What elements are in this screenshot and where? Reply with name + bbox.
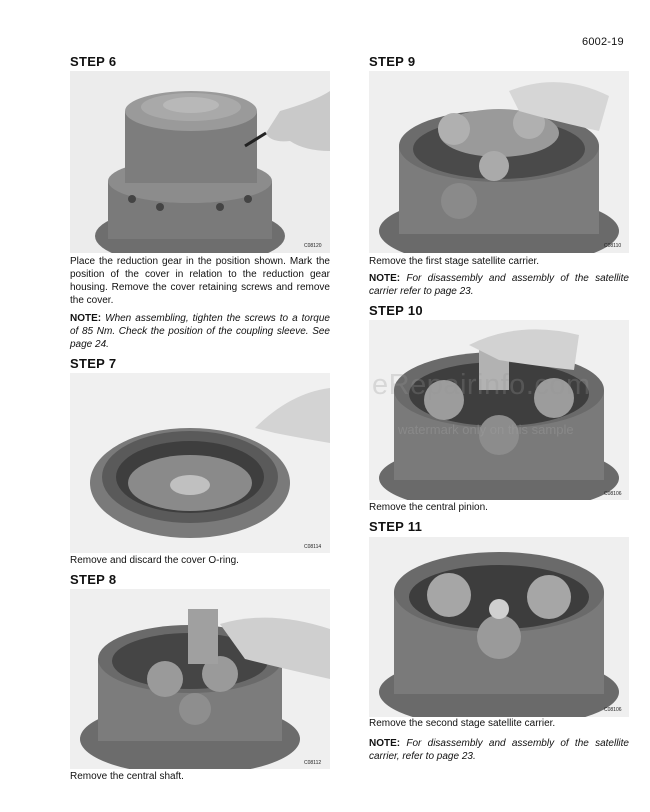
page-number: 6002-19 bbox=[582, 36, 624, 48]
step-9-photo-code: C08110 bbox=[604, 243, 622, 249]
step-6-photo bbox=[70, 71, 330, 253]
step-6-note-label: NOTE: bbox=[70, 313, 102, 324]
step-9-photo bbox=[369, 71, 629, 253]
step-6-note bbox=[70, 312, 330, 351]
step-11-heading: STEP 11 bbox=[369, 519, 423, 534]
step-8-heading: STEP 8 bbox=[70, 572, 117, 587]
step-10-text: Remove the central pinion. bbox=[369, 502, 488, 513]
step-6-heading: STEP 6 bbox=[70, 54, 117, 69]
step-6-photo-code: C08120 bbox=[304, 243, 322, 249]
step-7-photo bbox=[70, 373, 330, 553]
step-8-photo-code: C08112 bbox=[304, 760, 322, 766]
step-10-heading: STEP 10 bbox=[369, 303, 423, 318]
step-11-photo bbox=[369, 537, 629, 717]
step-10-photo bbox=[369, 320, 629, 500]
step-9-heading: STEP 9 bbox=[369, 54, 416, 69]
step-7-photo-code: C08114 bbox=[304, 544, 322, 550]
step-6-text: Place the reduction gear in the position shown. Mark the position of the cover in relation to the reduction gear housing. Remove the cover retaining screws and remove the cover. bbox=[70, 256, 330, 306]
step-11-note-label: NOTE: bbox=[369, 738, 401, 749]
watermark-main: eRepairinfo.com bbox=[372, 369, 591, 401]
step-9-note bbox=[369, 272, 629, 298]
step-7-heading: STEP 7 bbox=[70, 356, 117, 371]
step-11-photo-code: C08106 bbox=[604, 707, 622, 713]
step-9-note-label: NOTE: bbox=[369, 273, 401, 284]
step-11-note bbox=[369, 737, 629, 763]
step-8-photo bbox=[70, 589, 330, 769]
step-7-text: Remove and discard the cover O-ring. bbox=[70, 555, 239, 566]
step-10-photo-code: C08106 bbox=[604, 491, 622, 497]
step-9-text: Remove the first stage satellite carrier. bbox=[369, 256, 540, 267]
step-6-note-text: When assembling, tighten the screws to a torque of 85 Nm. Check the position of the coupling sleeve. See page 24. bbox=[70, 313, 330, 350]
step-11-text: Remove the second stage satellite carrier. bbox=[369, 718, 556, 729]
step-11-note-text: For disassembly and assembly of the satellite carrier, refer to page 23. bbox=[369, 738, 629, 762]
step-8-text: Remove the central shaft. bbox=[70, 771, 184, 782]
watermark-sub: watermark only on this sample bbox=[398, 422, 574, 437]
step-9-note-text: For disassembly and assembly of the satellite carrier refer to page 23. bbox=[369, 273, 629, 297]
